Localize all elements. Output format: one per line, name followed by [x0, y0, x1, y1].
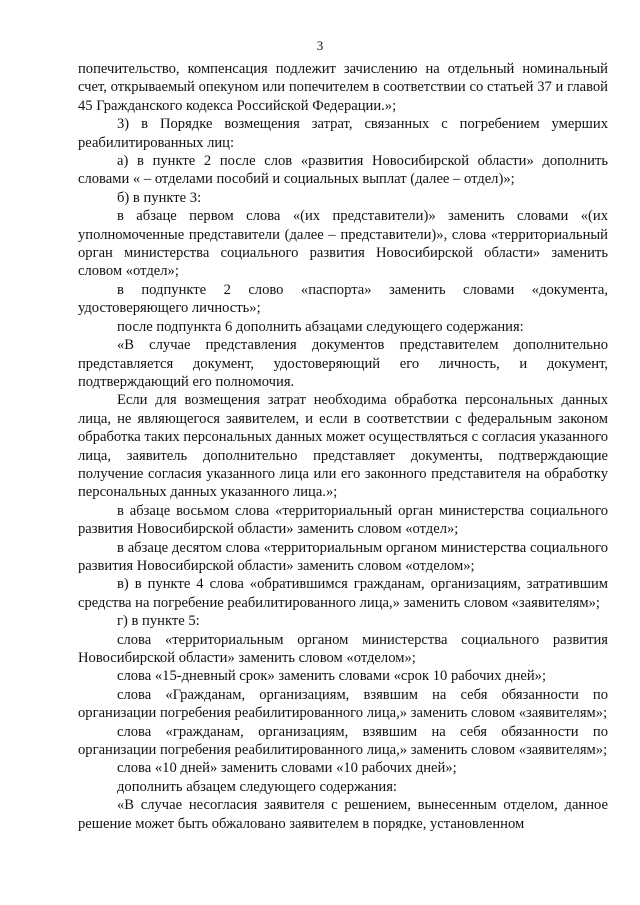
page-number: 3 — [316, 38, 324, 53]
paragraph-continuation: попечительство, компенсация подлежит зачислению на отдельный номинальный счет, открываемый опекуном или попечителем в соответствии со статьей 37 и главой 45 Гражданского кодекса Российской Федерации.»; — [78, 61, 608, 114]
paragraph-subitem-v: в) в пункте 4 слова «обратившимся гражданам, организациям, затратившим средства на погребение реабилитированного лица,» заменить словом «заявителям»; — [78, 576, 608, 611]
paragraph-subpoint-2: в подпункте 2 слово «паспорта» заменить словами «документа, удостоверяющего личность»; — [78, 281, 608, 317]
paragraph-subitem-b: б) в пункте 3: — [117, 189, 202, 206]
paragraph-subitem-g: г) в пункте 5: — [117, 613, 200, 630]
paragraph-first-abzac: в абзаце первом слова «(их представители)» заменить словами «(их уполномоченные представители (далее – представители)», слова «территориальный орган министерства социального развития Новосибирской области» заменить словом «отдел»; — [78, 208, 608, 280]
paragraph-replace-territorial-organ: слова «территориальным органом министерства социального развития Новосибирской области» заменить словом «отделом»; — [78, 631, 608, 666]
paragraph-subitem-a: а) в пункте 2 после слов «развития Новосибирской области» дополнить словами « – отделами пособий и социальных выплат (далее – отдел)»; — [78, 153, 608, 188]
paragraph-tenth-abzac: в абзаце десятом слова «территориальным органом министерства социального развития Новосибирской области» заменить словом «отделом»; — [78, 539, 608, 574]
paragraph-item-3: 3) в Порядке возмещения затрат, связанных с погребением умерших реабилитированных лиц: — [78, 116, 608, 151]
paragraph-personal-data: Если для возмещения затрат необходима обработка персональных данных лица, не являющегося заявителем, и если в соответствии с федеральным законом обработка таких персональных данных может осуществляться с согласия указанного лица, заявитель дополнительно представляет документы, подтверждающие получение согласия указанного лица или его законного представителя на обработку персональных данных указанного лица.»; — [78, 392, 608, 501]
paragraph-replace-citizens-lower: слова «гражданам, организациям, взявшим на себя обязанности по организации погребения реабилитированного лица,» заменить словом «заявителям»; — [78, 723, 608, 759]
paragraph-eighth-abzac: в абзаце восьмом слова «территориальный орган министерства социального развития Новосибирской области» заменить словом «отдел»; — [78, 502, 608, 538]
paragraph-add-abzac: дополнить абзацем следующего содержания: — [117, 778, 397, 795]
paragraph-representative-docs: «В случае представления документов представителем дополнительно представляется документ, удостоверяющий его личность, и документ, подтверждающий его полномочия. — [78, 337, 608, 390]
paragraph-replace-10-days: слова «10 дней» заменить словами «10 рабочих дней»; — [117, 760, 457, 777]
paragraph-replace-citizens-capital: слова «Гражданам, организациям, взявшим на себя обязанности по организации погребения реабилитированного лица,» заменить словом «заявителям»; — [78, 686, 608, 722]
paragraph-disagreement: «В случае несогласия заявителя с решением, вынесенным отделом, данное решение может быть обжаловано заявителем в порядке, установленном — [78, 797, 608, 832]
paragraph-replace-15-day: слова «15-дневный срок» заменить словами «срок 10 рабочих дней»; — [117, 668, 547, 685]
paragraph-after-subpoint-6: после подпункта 6 дополнить абзацами следующего содержания: — [117, 318, 524, 335]
document-body — [78, 60, 608, 833]
